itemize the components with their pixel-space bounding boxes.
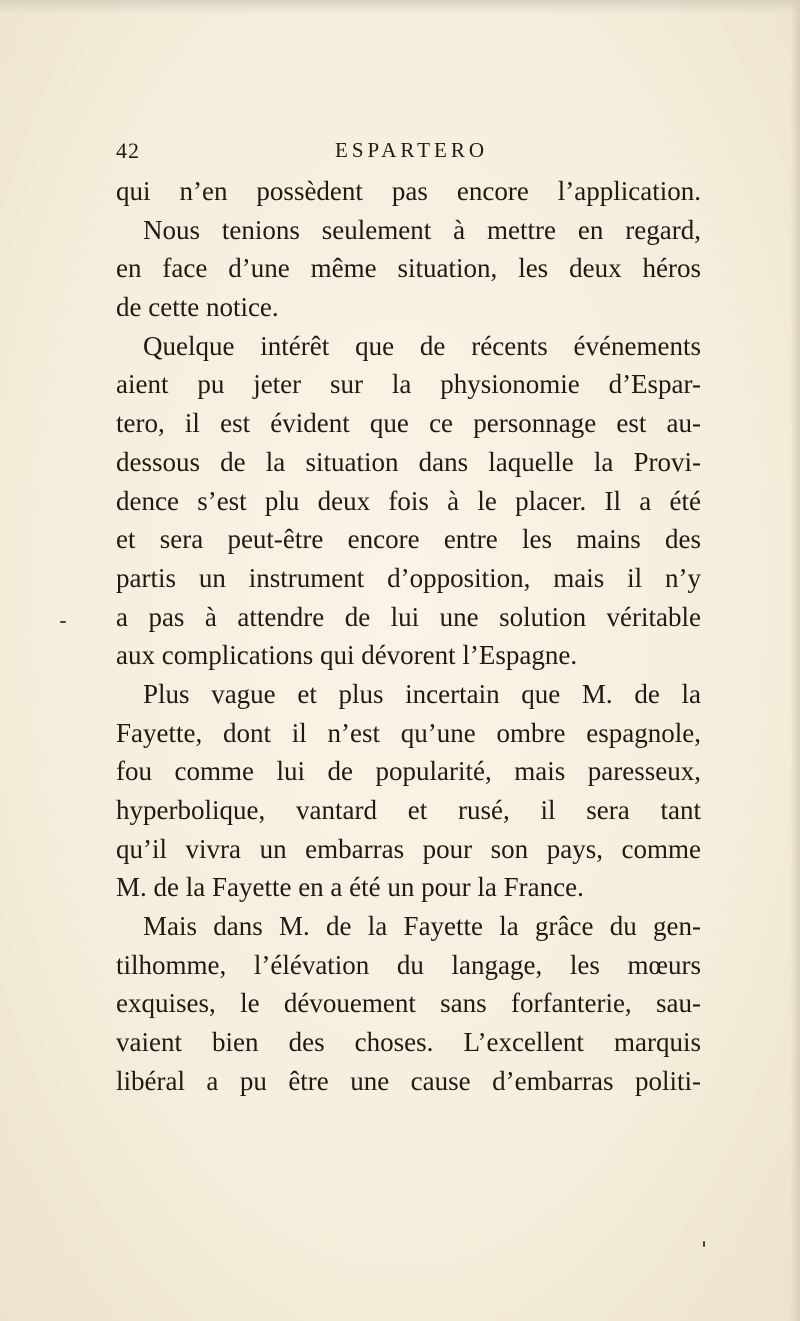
text-line-23: vaient bien des choses. L’excellent marquis — [116, 1027, 701, 1058]
text-line-1: qui n’en possèdent pas encore l’application. — [116, 176, 701, 206]
text-line-18: qu’il vivra un embarras pour son pays, comme — [116, 833, 701, 864]
paper-speck — [703, 1241, 705, 1247]
page-right-edge — [790, 0, 800, 1321]
running-title: ESPARTERO — [335, 138, 488, 162]
text-line-4: de cette notice. — [116, 292, 279, 323]
text-line-17: hyperbolique, vantard et rusé, il sera tant — [116, 795, 701, 825]
text-line-14: Plus vague et plus incertain que M. de la — [143, 678, 701, 709]
page-top-edge — [0, 0, 800, 14]
text-line-12: a pas à attendre de lui une solution véritable — [116, 601, 701, 632]
page-number: 42 — [116, 138, 140, 163]
text-line-5: Quelque intérêt que de récents événements — [143, 330, 701, 361]
text-line-7: tero, il est évident que ce personnage est au- — [116, 408, 701, 439]
text-line-13: aux complications qui dévorent l’Espagne. — [116, 640, 578, 671]
text-line-10: et sera peut-être encore entre les mains des — [116, 524, 701, 555]
text-line-2: Nous tenions seulement à mettre en regard, — [143, 214, 701, 245]
text-line-9: dence s’est plu deux fois à le placer. Il a été — [116, 485, 701, 516]
text-line-16: fou comme lui de popularité, mais paresseux, — [116, 756, 701, 787]
text-line-19: M. de la Fayette en a été un pour la France. — [116, 872, 584, 903]
text-line-11: partis un instrument d’opposition, mais il n’y — [116, 562, 701, 593]
text-line-24: libéral a pu être une cause d’embarras politi- — [116, 1065, 701, 1096]
text-line-6: aient pu jeter sur la physionomie d’Espar- — [116, 369, 701, 400]
text-line-15: Fayette, dont il n’est qu’une ombre espagnole, — [116, 717, 701, 748]
text-line-20: Mais dans M. de la Fayette la grâce du gen- — [143, 911, 701, 942]
text-line-8: dessous de la situation dans laquelle la Provi- — [116, 446, 701, 477]
text-line-21: tilhomme, l’élévation du langage, les mœurs — [116, 949, 701, 980]
page-header — [116, 138, 716, 168]
text-line-22: exquises, le dévouement sans forfanterie, sau- — [116, 988, 701, 1019]
text-line-3: en face d’une même situation, les deux héros — [116, 253, 701, 284]
paper-speck — [60, 621, 66, 623]
body-text — [116, 172, 701, 1101]
